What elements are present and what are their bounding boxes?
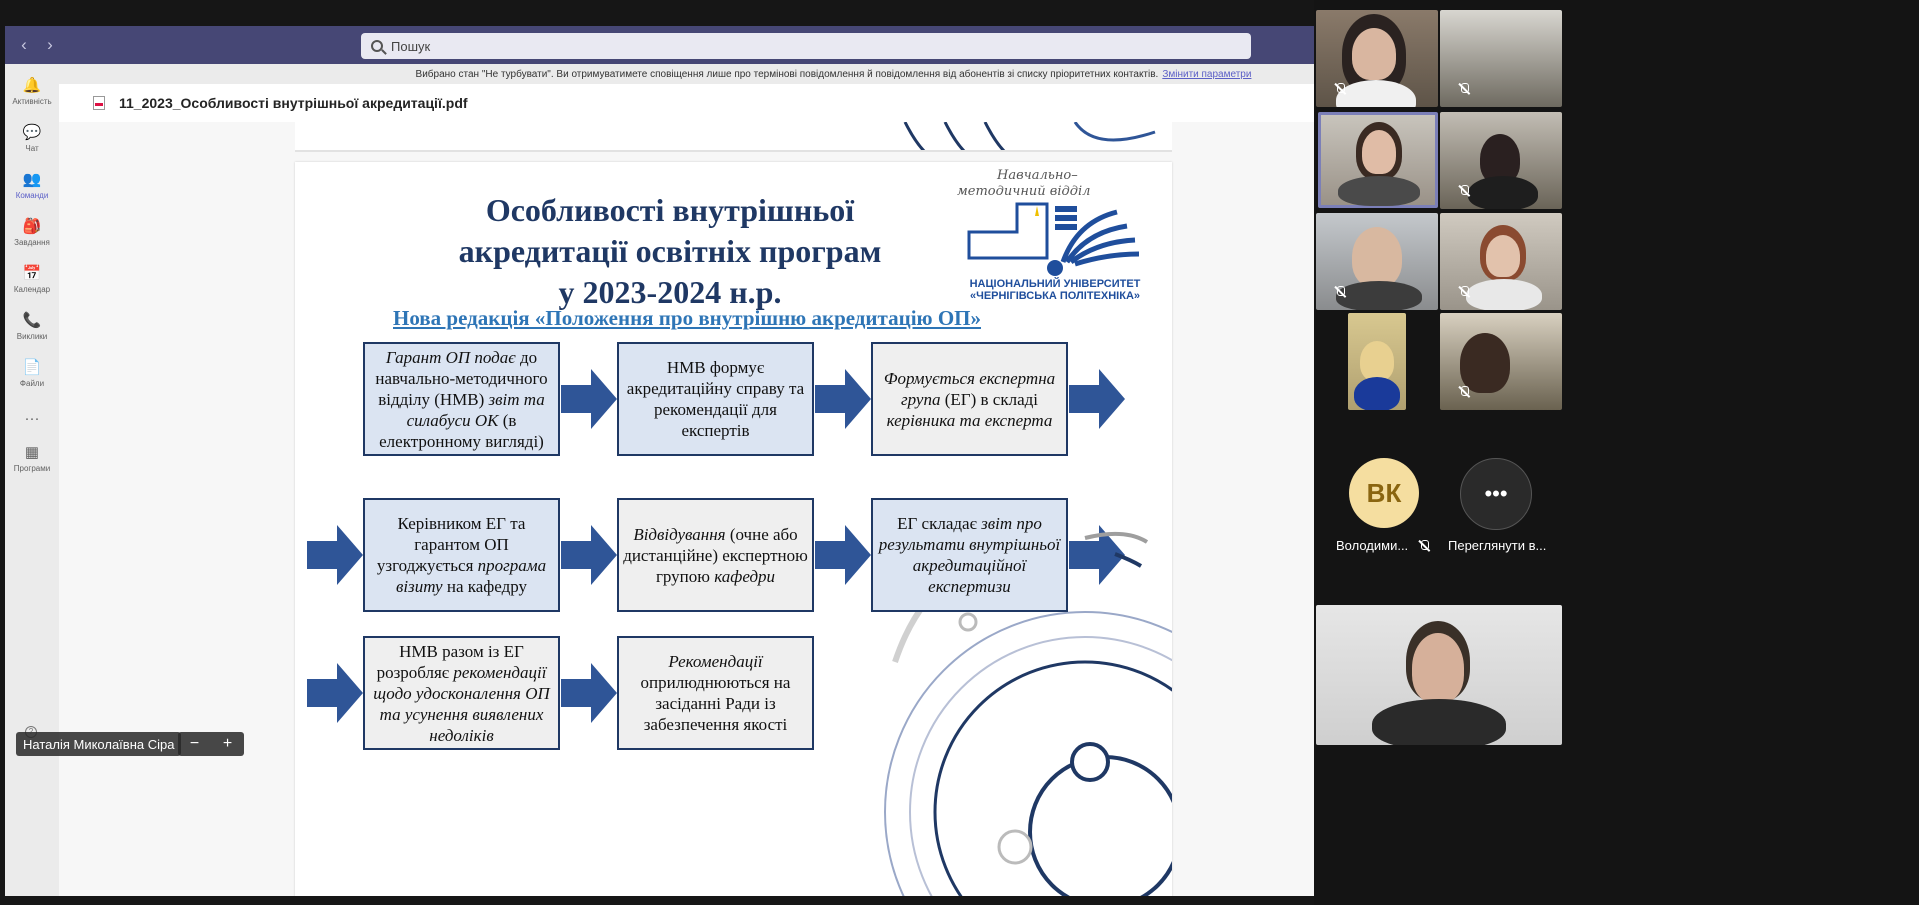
chat-icon: 💬 [22, 124, 42, 141]
rail-label: Активність [12, 97, 52, 106]
step-text-1: Гарант ОП подає до навчально-методичного відділу (НМВ) звіт та силабуси ОК (в електронному вигляді) [375, 347, 548, 451]
phone-icon: 📞 [22, 312, 42, 329]
rail-item-Календар[interactable] [5, 256, 59, 303]
rail-label: Чат [25, 144, 39, 153]
rail-label: Команди [15, 191, 49, 200]
arrow-2-3 [815, 369, 871, 429]
search-placeholder: Пошук [391, 38, 431, 54]
search-icon [371, 40, 383, 52]
more-icon: ··· [24, 410, 40, 427]
muted-mic-icon [1458, 386, 1470, 398]
rail-item-Команди[interactable] [5, 162, 59, 209]
previous-page-decoration [295, 122, 1172, 152]
rail-label: Виклики [16, 332, 48, 341]
step-text-4: Керівником ЕГ та гарантом ОП узгоджується програма візиту на кафедру [376, 514, 547, 596]
muted-mic-icon [1458, 83, 1470, 95]
rail-item-Програми[interactable] [5, 435, 59, 482]
muted-mic-icon [1418, 540, 1430, 552]
slide-title-line-1: Особливості внутрішньої [485, 192, 855, 228]
rail-label: Файли [19, 379, 45, 388]
participant-tile-1[interactable] [1316, 10, 1438, 107]
muted-mic-icon [1334, 286, 1346, 298]
file-icon: 📄 [22, 359, 42, 376]
participant-name-vk: Володими... [1336, 538, 1409, 553]
backpack-icon: 🎒 [22, 218, 42, 235]
participant-tile-7[interactable] [1348, 313, 1406, 410]
participant-avatar-vk[interactable]: ВК [1349, 458, 1419, 528]
view-more-participants-button[interactable]: ••• [1460, 458, 1532, 530]
arrow-in-7 [307, 663, 363, 723]
slide-title-line-2: акредитації освітніх програм [458, 233, 882, 269]
previous-page-fragment [295, 122, 1172, 152]
participant-gallery [1314, 0, 1919, 905]
flow-arrows [295, 162, 1172, 782]
rail-item-more[interactable] [5, 405, 59, 435]
slide-page [295, 162, 1172, 896]
rail-label: Календар [13, 285, 51, 294]
step-text-7: НМВ разом із ЕГ розробляє рекомендації щодо удосконалення ОП та усунення виявлених недоліків [373, 641, 550, 745]
arrow-5-6 [815, 525, 871, 585]
slide-title-line-3: у 2023-2024 н.р. [558, 274, 782, 310]
presenter-name-tag: Наталія Миколаївна Сіра [16, 732, 181, 756]
search-input[interactable] [361, 33, 1251, 59]
arrow-in-4 [307, 525, 363, 585]
pdf-file-icon [93, 96, 105, 110]
app-rail [5, 64, 59, 896]
muted-mic-icon [1458, 286, 1470, 298]
calendar-icon: 📅 [22, 265, 42, 282]
forward-arrow-icon[interactable]: › [47, 35, 53, 54]
arrow-4-5 [561, 525, 617, 585]
rail-item-Завдання[interactable] [5, 209, 59, 256]
rail-item-Чат[interactable] [5, 115, 59, 162]
change-settings-link[interactable]: Змінити параметри [1162, 68, 1252, 80]
zoom-controls [178, 732, 244, 756]
dnd-notice-text: Вибрано стан "Не турбувати". Ви отримуватимете сповіщення лише про термінові повідомлення й повідомлення від абонентів зі списку пріоритетних контактів. [415, 68, 1159, 80]
bell-icon: 🔔 [22, 77, 42, 94]
arrow-1-2 [561, 369, 617, 429]
participant-tile-5[interactable] [1316, 213, 1438, 310]
logo-handwriting-1: Навчально– [997, 168, 1078, 183]
rail-label: Програми [13, 464, 51, 473]
logo-handwriting-2: методичний відділ [957, 184, 1091, 199]
teams-icon: 👥 [22, 171, 42, 188]
muted-mic-icon [1334, 83, 1346, 95]
participant-tile-8[interactable] [1440, 313, 1562, 410]
zoom-out-icon[interactable]: − [189, 735, 200, 752]
slide-subtitle: Нова редакція «Положення про внутрішню акредитацію ОП» [393, 306, 981, 330]
rail-item-Виклики[interactable] [5, 303, 59, 350]
step-text-2: НМВ формує акредитаційну справу та рекомендації для експертів [626, 358, 805, 440]
document-filename: 11_2023_Особливості внутрішньої акредитації.pdf [119, 95, 468, 111]
step-text-3: Формується експертна група (ЕГ) в складі керівника та експерта [883, 368, 1056, 430]
university-name-line-2: «ЧЕРНІГІВСЬКА ПОЛІТЕХНІКА» [969, 290, 1141, 302]
view-more-label: Переглянути в... [1448, 538, 1547, 553]
step-text-6: ЕГ складає звіт про результати внутрішньої акредитаційної експертизи [878, 514, 1061, 596]
arrow-7-8 [561, 663, 617, 723]
rail-item-Файли[interactable] [5, 350, 59, 397]
zoom-in-icon[interactable]: + [222, 735, 233, 752]
step-text-8: Рекомендації оприлюднюються на засіданні Ради із забезпечення якості [640, 652, 791, 734]
apps-icon: ▦ [24, 444, 40, 461]
step-text-5: Відвідування (очне або дистанційне) експертною групою кафедри [623, 524, 808, 586]
participant-tile-4[interactable] [1440, 112, 1562, 209]
back-arrow-icon[interactable]: ‹ [21, 35, 27, 54]
muted-mic-icon [1458, 185, 1470, 197]
participant-tile-self[interactable] [1316, 605, 1562, 745]
rail-label: Завдання [14, 238, 50, 247]
participant-tile-6[interactable] [1440, 213, 1562, 310]
participant-tile-3-active[interactable] [1318, 112, 1438, 208]
university-name-line-1: НАЦІОНАЛЬНИЙ УНІВЕРСИТЕТ [969, 278, 1141, 290]
rail-item-Активність[interactable] [5, 68, 59, 115]
arrow-3-out [1069, 369, 1125, 429]
participant-tile-2[interactable] [1440, 10, 1562, 107]
